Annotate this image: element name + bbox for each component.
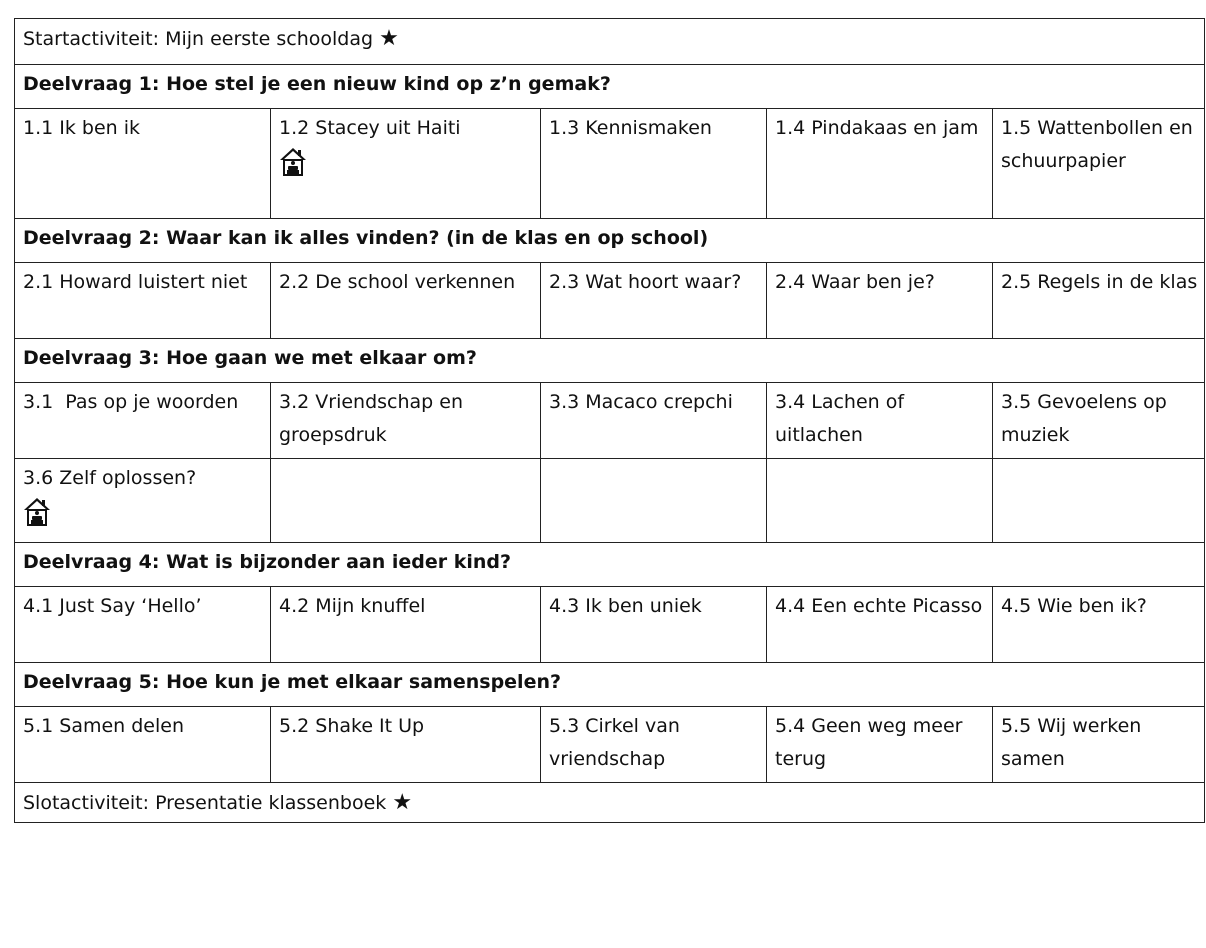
question-row bbox=[15, 663, 1205, 707]
lesson-cell: 2.4 Waar ben je? bbox=[767, 263, 993, 339]
lesson-cell: 1.3 Kennismaken bbox=[541, 109, 767, 219]
end-activity-row bbox=[15, 783, 1205, 823]
end-activity-text: Slotactiviteit: Presentatie klassenboek bbox=[23, 792, 387, 814]
end-activity-cell bbox=[15, 783, 1205, 823]
lesson-cell: 4.4 Een echte Picasso bbox=[767, 587, 993, 663]
lesson-row bbox=[15, 383, 1205, 459]
lesson-cell: 1.1 Ik ben ik bbox=[15, 109, 271, 219]
lesson-label: 3.6 Zelf oplossen? bbox=[23, 467, 197, 489]
empty-cell bbox=[541, 459, 767, 543]
house-icon bbox=[23, 497, 51, 527]
lesson-cell bbox=[271, 109, 541, 219]
question-heading: Deelvraag 4: Wat is bijzonder aan ieder kind? bbox=[15, 543, 1205, 587]
lesson-cell: 2.5 Regels in de klas bbox=[993, 263, 1205, 339]
lesson-cell: 4.2 Mijn knuffel bbox=[271, 587, 541, 663]
lesson-row bbox=[15, 587, 1205, 663]
lesson-cell: 5.1 Samen delen bbox=[15, 707, 271, 783]
lesson-cell: 4.5 Wie ben ik? bbox=[993, 587, 1205, 663]
house-icon bbox=[279, 147, 307, 177]
lesson-cell: 3.2 Vriendschap en groepsdruk bbox=[271, 383, 541, 459]
star-icon: ★ bbox=[392, 790, 413, 815]
lesson-row bbox=[15, 109, 1205, 219]
lesson-overview-table bbox=[14, 18, 1205, 823]
question-heading: Deelvraag 3: Hoe gaan we met elkaar om? bbox=[15, 339, 1205, 383]
start-activity-row bbox=[15, 19, 1205, 65]
lesson-cell: 5.4 Geen weg meer terug bbox=[767, 707, 993, 783]
lesson-cell: 3.5 Gevoelens op muziek bbox=[993, 383, 1205, 459]
lesson-row bbox=[15, 263, 1205, 339]
lesson-cell: 3.1 Pas op je woorden bbox=[15, 383, 271, 459]
lesson-cell: 3.4 Lachen of uitlachen bbox=[767, 383, 993, 459]
lesson-cell: 5.3 Cirkel van vriendschap bbox=[541, 707, 767, 783]
question-heading: Deelvraag 1: Hoe stel je een nieuw kind op z’n gemak? bbox=[15, 65, 1205, 109]
question-row bbox=[15, 219, 1205, 263]
lesson-cell: 2.2 De school verkennen bbox=[271, 263, 541, 339]
lesson-cell: 2.3 Wat hoort waar? bbox=[541, 263, 767, 339]
lesson-cell: 4.1 Just Say ‘Hello’ bbox=[15, 587, 271, 663]
lesson-label: 1.2 Stacey uit Haiti bbox=[279, 117, 461, 139]
question-heading: Deelvraag 5: Hoe kun je met elkaar samenspelen? bbox=[15, 663, 1205, 707]
lesson-cell: 5.5 Wij werken samen bbox=[993, 707, 1205, 783]
empty-cell bbox=[271, 459, 541, 543]
question-heading: Deelvraag 2: Waar kan ik alles vinden? (in de klas en op school) bbox=[15, 219, 1205, 263]
start-activity-cell bbox=[15, 19, 1205, 65]
lesson-cell: 3.3 Macaco crepchi bbox=[541, 383, 767, 459]
lesson-cell: 2.1 Howard luistert niet bbox=[15, 263, 271, 339]
lesson-cell: 4.3 Ik ben uniek bbox=[541, 587, 767, 663]
lesson-row bbox=[15, 459, 1205, 543]
lesson-cell: 1.4 Pindakaas en jam bbox=[767, 109, 993, 219]
empty-cell bbox=[993, 459, 1205, 543]
lesson-cell: 1.5 Wattenbollen en schuurpapier bbox=[993, 109, 1205, 219]
question-row bbox=[15, 543, 1205, 587]
star-icon: ★ bbox=[379, 26, 399, 51]
question-row bbox=[15, 339, 1205, 383]
lesson-cell: 5.2 Shake It Up bbox=[271, 707, 541, 783]
start-activity-text: Startactiviteit: Mijn eerste schooldag bbox=[23, 28, 374, 50]
empty-cell bbox=[767, 459, 993, 543]
question-row bbox=[15, 65, 1205, 109]
lesson-cell bbox=[15, 459, 271, 543]
lesson-row bbox=[15, 707, 1205, 783]
